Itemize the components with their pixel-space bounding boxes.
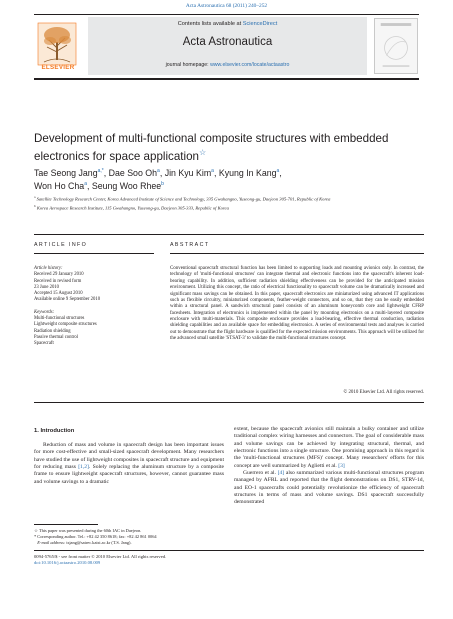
affiliations xyxy=(34,194,424,211)
citation-link[interactable]: [3] xyxy=(338,462,345,469)
history-item: Received in revised form xyxy=(34,278,82,284)
article-info-heading: ARTICLE INFO xyxy=(34,242,88,248)
body-column-right xyxy=(234,426,424,507)
footnote-item: ☆ This paper was presented during the 60th IAC in Daejeon. xyxy=(34,528,142,533)
sciencedirect-link[interactable]: ScienceDirect xyxy=(242,21,278,27)
abstract-heading: ABSTRACT xyxy=(170,242,210,248)
author-name[interactable]: Kyung In Kang xyxy=(218,167,277,178)
masthead-bottom-rule xyxy=(34,78,419,80)
footnotes xyxy=(34,528,224,546)
author-name[interactable]: Tae Seong Jang xyxy=(34,167,98,178)
journal-reference[interactable]: Acta Astronautica 68 (2011) 240–252 xyxy=(185,3,268,9)
article-meta xyxy=(34,554,274,566)
issn-line: 0094-5765/$ - see front matter © 2010 Elsevier Ltd. All rights reserved. xyxy=(34,554,167,559)
affiliation-item: $^a$ Satellite Technology Research Center, Korea Advanced Institute of Science and Technology, 335 Gwahangno, Yuseong-gu, Daejeon 305-701, Republic of Korea xyxy=(34,195,331,202)
abstract-text: Conventional spacecraft structural function has been limited to supporting loads and mounting avionics only. In contrast, the technology of 'multi-functional structures' can integrate thermal and electronic functions into the spacecraft's inherent load-bearing capability. In addition, sufficient radiation shielding effectiveness can be provided for the anticipated mission environment. Utilizing this concept, the ratio of electrical functionality to spacecraft volume can be dramatically increased and significant mass savings can be obtained. In this paper, spacecraft electronics are miniaturized using advanced IT applications such as flexible circuitry, miniaturized components, feather-weight connectors, and so on, that they can be easily embedded within a structural panel. A sandwich structural panel consists of an aluminum honeycomb core and lightweight CFRP facesheets. Integration of electronics is implemented within the panel by mounting electronics on a multi-layered composite enclosure with multi-materials. This composite enclosure provides a load-bearing, effective thermal conduction, radiation shielding capabilities and an available space for embedding electronics. A series of environmental tests and analyses is carried out to demonstrate that the flight hardware is qualified for the expected mission environments. This approach will be utilized for the advanced small satellite 'STSAT-3' to validate the multi-functional structures concept. xyxy=(170,266,424,342)
citation-link[interactable]: [4] xyxy=(277,470,285,477)
keyword: Passive thermal control xyxy=(34,334,79,340)
article-history-label: Article history: xyxy=(34,266,63,271)
footnote-rule xyxy=(34,524,98,525)
history-item: Accepted 15 August 2010 xyxy=(34,291,83,297)
keywords-label: Keywords: xyxy=(34,309,55,315)
masthead-top-rule xyxy=(34,14,419,15)
body-column-left xyxy=(34,442,224,486)
author-name[interactable]: Seung Woo Rhee xyxy=(91,181,162,192)
elsevier-tree-icon xyxy=(34,20,80,70)
abstract-copyright: © 2010 Elsevier Ltd. All rights reserved. xyxy=(343,390,424,395)
abstract-end-rule xyxy=(34,402,424,403)
journal-title: Acta Astronautica xyxy=(182,36,273,48)
journal-homepage: journal homepage: www.elsevier.com/locate/actaastro xyxy=(165,62,290,68)
history-item: Available online 9 September 2010 xyxy=(34,297,101,303)
footnote-item: E-mail address: tsjang@satrec.kaist.ac.kr (T.S. Jang). xyxy=(37,539,132,545)
keyword: Spacecraft xyxy=(34,341,54,347)
author-name[interactable]: Won Ho Cha xyxy=(34,181,85,192)
contents-line: Contents lists available at ScienceDirect xyxy=(177,21,278,27)
publisher-logo: ELSEVIER xyxy=(41,64,75,71)
header-separator-rule xyxy=(34,234,424,235)
abstract-rule xyxy=(170,253,424,254)
keyword: Radiation shielding xyxy=(34,328,71,334)
citation-link[interactable]: [1,2] xyxy=(78,464,89,471)
keyword: Lightweight composite structures xyxy=(34,322,97,328)
footnote-item: * Corresponding author. Tel.: +82 42 350 8618; fax: +82 42 861 0064 xyxy=(34,533,157,539)
paper-title: Development of multi-functional composite structures with embedded electronics for space application☆ xyxy=(34,132,389,164)
history-item: 23 June 2010 xyxy=(34,284,59,290)
section-heading-introduction: 1. Introduction xyxy=(34,428,75,434)
paragraph: Reduction of mass and volume in spacecraft design has been important issues for more cost-effective and small-sized spacecraft development. Many researchers have studied the use of lightweight composites in spacecraft structure and equipment for reducing mass [1,2]. Solely replacing the aluminum structure by a composite frame to ensure lightweight spacecraft structures, however, cannot guarantee mass and volume savings to a dramatic xyxy=(34,442,224,485)
doi-link[interactable]: doi:10.1016/j.actaastro.2010.08.009 xyxy=(34,560,101,566)
author-name[interactable]: Jin Kyu Kim xyxy=(164,167,212,178)
title-footnote-mark[interactable]: ☆ xyxy=(198,148,207,158)
bottom-rule xyxy=(34,550,424,551)
author-name[interactable]: Dae Soo Oh xyxy=(108,167,158,178)
article-info xyxy=(34,266,154,348)
journal-homepage-link[interactable]: www.elsevier.com/locate/actaastro xyxy=(210,62,290,68)
author-email[interactable]: tsjang@satrec.kaist.ac.kr (T.S. Jang). xyxy=(65,539,132,545)
journal-banner xyxy=(88,17,367,75)
paragraph: Guerrero et al. [4] also summarized various multi-functional structures program managed by AFRL and reported that the flight demonstrations on DS1, STRV-1d, and EO-1 spacecrafts could potentially revolutionize the efficiency of spacecraft structures in terms of mass and volume savings. DS1 spacecraft successfully demonstrated xyxy=(234,470,424,506)
article-info-rule xyxy=(34,253,154,254)
journal-cover-thumbnail xyxy=(374,18,418,74)
affiliation-item: $^b$ Korea Aerospace Research Institute, 115 Gwahangno, Yuseong-gu, Daejeon 305-333, Republic of Korea xyxy=(34,203,229,211)
author-list: Tae Seong Jang$^{a,*}$, Dae Soo Oh$^a$, Jin Kyu Kim$^a$, Kyung In Kang$^a$, Won Ho Cha$^a$, Seung Woo Rhee$^b$ xyxy=(34,167,282,192)
abstract-heading-block xyxy=(170,242,424,254)
masthead xyxy=(34,14,419,80)
paragraph: extent, because the spacecraft avionics still maintain a bulky container and utilize traditional complex wiring harnesses and connectors. The goal of considerable mass and volume savings can be achieved by integrating structural, thermal, and electronic functions into a single structure. One promising approach in this regard is the 'multi-functional structures (MFS)' concept. Many researchers' efforts for this concept are well summarized by Aglietti et al. [3] xyxy=(234,426,424,469)
keyword: Multi-functional structures xyxy=(34,316,85,322)
history-item: Received 29 January 2010 xyxy=(34,272,84,278)
article-info-heading-block xyxy=(34,242,154,254)
